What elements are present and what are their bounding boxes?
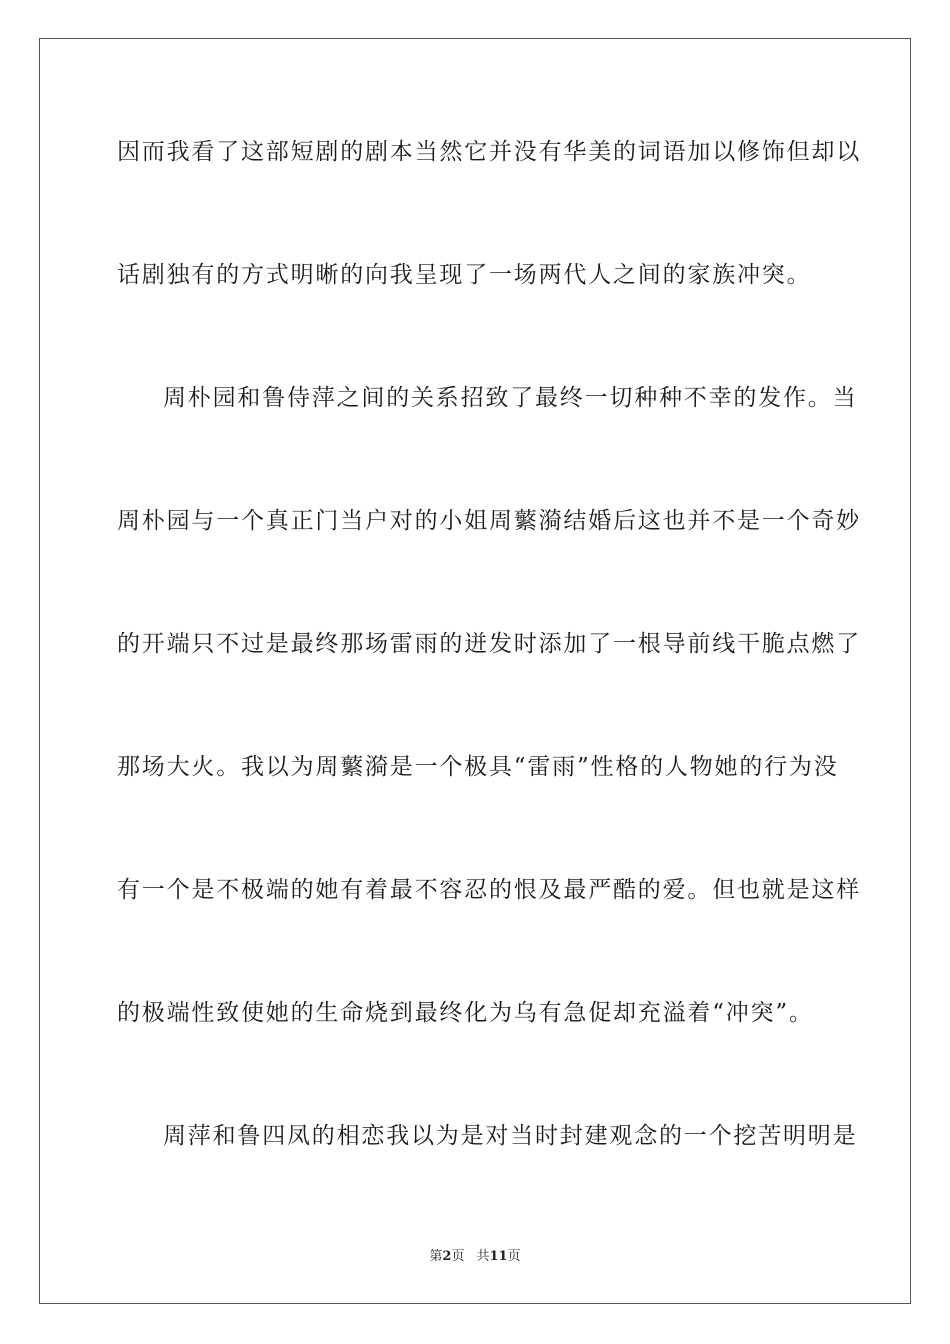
page-number: 2: [442, 1249, 452, 1264]
text-line: 因而我看了这部短剧的剧本当然它并没有华美的词语加以修饰但却以: [117, 139, 861, 165]
paragraph-start-line: 周萍和鲁四凤的相恋我以为是对当时封建观念的一个挖苦明明是: [163, 1123, 858, 1149]
paragraph-start-line: 周朴园和鲁侍萍之间的关系招致了最终一切种种不幸的发作。当: [163, 385, 858, 411]
page-label-suffix: 页: [451, 1249, 465, 1264]
page-footer: [0, 1248, 950, 1266]
text-line: 周朴园与一个真正门当户对的小姐周蘩漪结婚后这也并不是一个奇妙: [117, 508, 861, 534]
text-line: 那场大火。我以为周蘩漪是一个极具“雷雨”性格的人物她的行为没: [117, 754, 839, 780]
text-line: 的极端性致使她的生命烧到最终化为乌有急促却充溢着“冲突”。: [117, 1000, 814, 1026]
text-line: 的开端只不过是最终那场雷雨的迸发时添加了一根导前线干脆点燃了: [117, 631, 861, 657]
total-label-prefix: 共: [476, 1249, 490, 1264]
page-border: [39, 38, 911, 1304]
page-label-prefix: 第: [429, 1249, 443, 1264]
total-label-suffix: 页: [507, 1249, 521, 1264]
text-line: 话剧独有的方式明晰的向我呈现了一场两代人之间的家族冲突。: [117, 262, 812, 288]
text-line: 有一个是不极端的她有着最不容忍的恨及最严酷的爱。但也就是这样: [117, 877, 861, 903]
total-pages: 11: [489, 1249, 508, 1264]
